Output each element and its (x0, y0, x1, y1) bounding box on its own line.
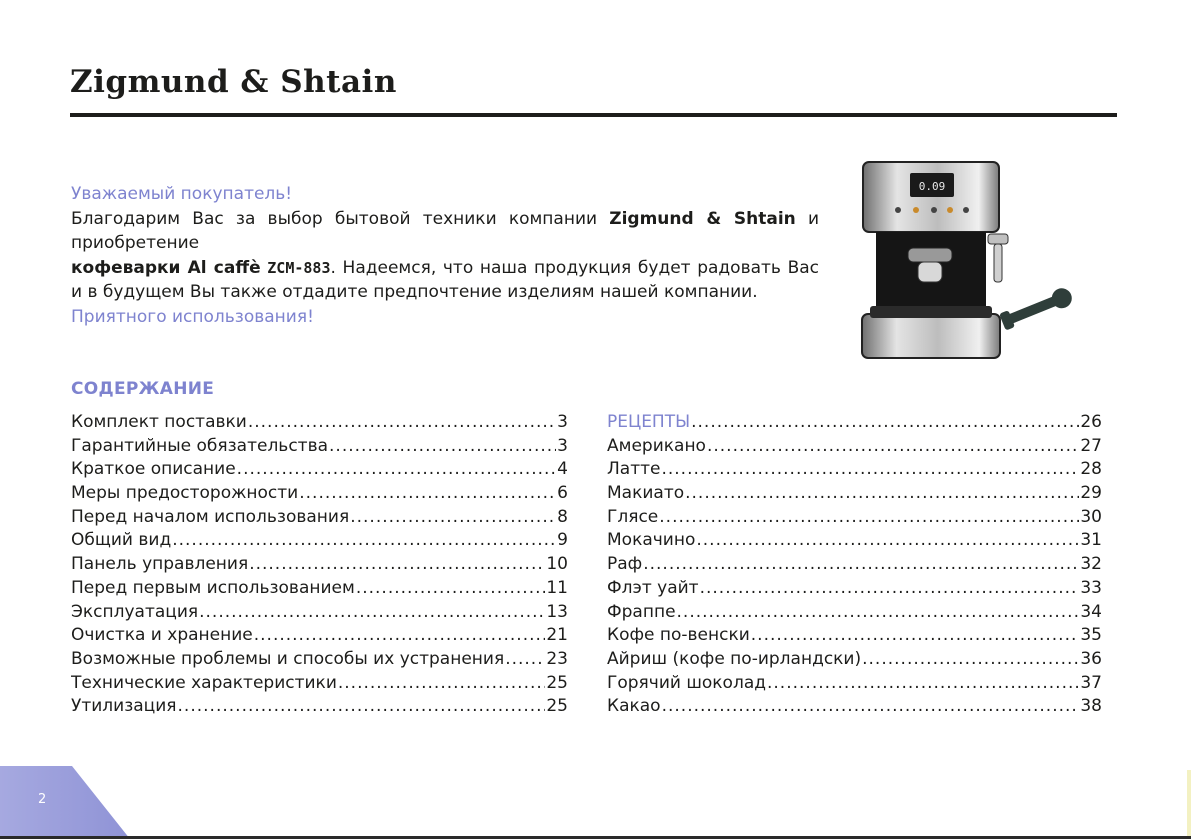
toc-entry-page: 33 (1080, 577, 1102, 598)
toc-entry-label: Раф (607, 554, 643, 575)
toc-entry-page: 8 (557, 506, 568, 527)
toc-leader-dots (254, 625, 546, 645)
toc-entry-label: Американо (607, 435, 706, 456)
toc-entry[interactable] (607, 649, 1102, 673)
toc-entry-label: Какао (607, 696, 661, 717)
display-readout: 0.09 (918, 180, 946, 193)
intro-section (71, 182, 819, 329)
tamper-tool (999, 285, 1075, 331)
toc-leader-dots (237, 459, 557, 479)
toc-entry-page: 25 (546, 672, 568, 693)
product-name: кофеварки Al caffè (71, 257, 261, 278)
toc-leader-dots (249, 554, 545, 574)
toc-entry[interactable] (71, 459, 568, 483)
toc-entry[interactable] (607, 554, 1102, 578)
toc-leader-dots (505, 649, 545, 669)
toc-entry-page: 35 (1080, 625, 1102, 646)
toc-left-column (71, 412, 568, 720)
toc-entry-page: 37 (1080, 672, 1102, 693)
toc-leader-dots (685, 483, 1079, 503)
toc-entry[interactable] (607, 696, 1102, 720)
coffee-machine-image (848, 148, 1088, 368)
toc-entry-label: РЕЦЕПТЫ (607, 412, 691, 432)
greeting: Уважаемый покупатель! (71, 184, 293, 204)
toc-right-column (607, 412, 1102, 720)
toc-entry[interactable] (71, 673, 568, 697)
toc-entry-label: Панель управления (71, 554, 249, 575)
toc-entry-label: Латте (607, 459, 661, 480)
page-corner-decoration (0, 766, 130, 839)
toc-entry-label: Очистка и хранение (71, 625, 253, 646)
toc-entry-label: Айриш (кофе по-ирландски) (607, 648, 862, 669)
toc-entry-label: Мокачино (607, 530, 696, 551)
toc-entry-label: Макиато (607, 483, 685, 504)
panel-button (947, 207, 953, 213)
toc-entry[interactable] (607, 412, 1102, 436)
toc-entry[interactable] (71, 578, 568, 602)
toc-entry-label: Гарантийные обязательства (71, 435, 329, 456)
toc-entry-page: 26 (1080, 412, 1102, 432)
toc-leader-dots (659, 507, 1079, 527)
toc-entry[interactable] (607, 507, 1102, 531)
toc-entry[interactable] (607, 459, 1102, 483)
toc-leader-dots (172, 530, 556, 550)
toc-entry-page: 9 (557, 530, 568, 551)
toc-entry-page: 36 (1080, 648, 1102, 669)
toc-entry[interactable] (71, 507, 568, 531)
toc-entry[interactable] (607, 483, 1102, 507)
toc-entry-page: 30 (1080, 506, 1102, 527)
toc-entry-page: 4 (557, 459, 568, 480)
panel-button (963, 207, 969, 213)
toc-entry-page: 27 (1080, 435, 1102, 456)
toc-entry-label: Комплект поставки (71, 412, 247, 432)
toc-leader-dots (751, 625, 1080, 645)
toc-leader-dots (862, 649, 1079, 669)
toc-entry[interactable] (71, 530, 568, 554)
toc-entry[interactable] (71, 436, 568, 460)
toc-entry-page: 13 (546, 601, 568, 622)
toc-entry-label: Утилизация (71, 696, 177, 717)
brand-logo: Zigmund & Shtain (70, 64, 397, 100)
toc-entry-page: 34 (1080, 601, 1102, 622)
toc-leader-dots (767, 673, 1079, 693)
toc-leader-dots (661, 459, 1079, 479)
toc-entry-page: 25 (546, 696, 568, 717)
toc-entry-page: 21 (546, 625, 568, 646)
toc-entry-page: 23 (546, 648, 568, 669)
toc-entry[interactable] (607, 530, 1102, 554)
panel-button (931, 207, 937, 213)
toc-leader-dots (329, 436, 556, 456)
toc-entry-page: 10 (546, 554, 568, 575)
toc-entry-page: 6 (557, 483, 568, 504)
toc-leader-dots (691, 412, 1079, 432)
toc-entry-label: Краткое описание (71, 459, 236, 480)
toc-entry-page: 29 (1080, 483, 1102, 504)
portafilter (908, 248, 952, 262)
toc-entry-label: Кофе по-венски (607, 625, 750, 646)
toc-entry-page: 3 (557, 435, 568, 456)
toc-entry[interactable] (607, 602, 1102, 626)
toc-leader-dots (248, 412, 556, 432)
header-divider (70, 113, 1117, 117)
toc-leader-dots (299, 483, 556, 503)
toc-entry-page: 32 (1080, 554, 1102, 575)
page-number: 2 (38, 792, 47, 807)
toc-entry[interactable] (71, 483, 568, 507)
toc-entry[interactable] (71, 696, 568, 720)
toc-leader-dots (178, 696, 546, 716)
toc-entry-label: Перед первым использованием (71, 577, 355, 598)
toc-title: СОДЕРЖАНИЕ (71, 379, 215, 399)
toc-entry[interactable] (71, 602, 568, 626)
toc-entry-label: Общий вид (71, 530, 172, 551)
toc-entry-label: Глясе (607, 506, 659, 527)
drip-tray (862, 314, 1000, 358)
toc-entry-label: Флэт уайт (607, 577, 699, 598)
toc-entry-label: Технические характеристики (71, 672, 337, 693)
toc-entry-label: Эксплуатация (71, 601, 199, 622)
model-number: ZCM-883 (267, 258, 331, 277)
portafilter-basket (918, 262, 942, 282)
steam-wand-base (988, 234, 1008, 244)
toc-entry-label: Фраппе (607, 601, 676, 622)
toc-entry-label: Перед началом использования (71, 506, 350, 527)
toc-entry-label: Меры предосторожности (71, 483, 299, 504)
toc-leader-dots (707, 436, 1079, 456)
toc-entry[interactable] (607, 436, 1102, 460)
toc-leader-dots (677, 602, 1080, 622)
toc-entry-page: 11 (546, 577, 568, 598)
toc-leader-dots (199, 602, 545, 622)
toc-entry-page: 38 (1080, 696, 1102, 717)
toc-entry[interactable] (71, 554, 568, 578)
page-edge-strip (1187, 770, 1191, 836)
toc-leader-dots (643, 554, 1079, 574)
toc-entry[interactable] (607, 673, 1102, 697)
toc-entry[interactable] (71, 625, 568, 649)
panel-button (895, 207, 901, 213)
toc-leader-dots (356, 578, 546, 598)
toc-entry[interactable] (71, 412, 568, 436)
toc-leader-dots (696, 530, 1079, 550)
toc-entry-page: 28 (1080, 459, 1102, 480)
toc-leader-dots (662, 696, 1080, 716)
toc-leader-dots (338, 673, 545, 693)
toc-entry[interactable] (607, 625, 1102, 649)
intro-paragraph: Благодарим Вас за выбор бытовой техники компании Zigmund & Shtain и приобретение кофеварки Al caffè ZCM-883. Надеемся, что наша продукция будет радовать Вас и в будущем Вы также отдадите предпочтение изделиям нашей компании. (71, 208, 820, 302)
toc-entry[interactable] (71, 649, 568, 673)
panel-button (913, 207, 919, 213)
toc-entry-page: 31 (1080, 530, 1102, 551)
brand-name: Zigmund & Shtain (609, 208, 796, 229)
toc-leader-dots (700, 578, 1080, 598)
toc-entry[interactable] (607, 578, 1102, 602)
drip-grate (870, 306, 992, 318)
toc-entry-label: Возможные проблемы и способы их устранения (71, 648, 505, 669)
toc-leader-dots (350, 507, 556, 527)
steam-wand (994, 244, 1002, 282)
toc-entry-page: 3 (557, 412, 568, 432)
toc-entry-label: Горячий шоколад (607, 672, 766, 693)
wish: Приятного использования! (71, 306, 314, 327)
